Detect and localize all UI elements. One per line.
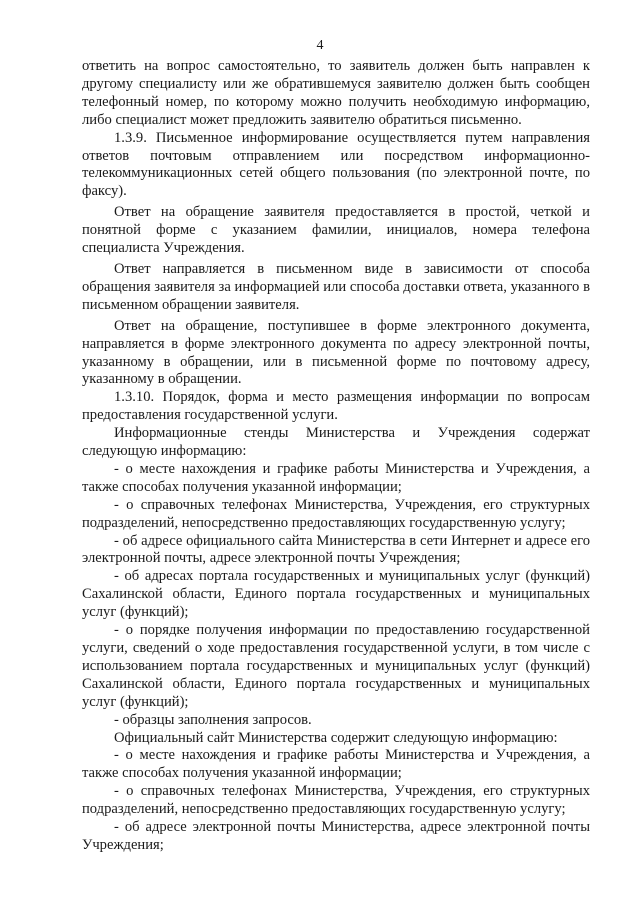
page-number: 4 (316, 38, 324, 53)
paragraph: ответить на вопрос самостоятельно, то заявитель должен быть направлен к другому специалисту или же обратившемуся заявителю должен быть сообщен телефонный номер, по которому можно получить необходимую информацию, либо специалист может предложить заявителю обратиться письменно. (82, 58, 590, 128)
paragraph: 1.3.9. Письменное информирование осуществляется путем направления ответов почтовым отправлением или посредством информационно-телекоммуникационных сетей общего пользования (по электронной почте, по факсу). (82, 129, 590, 200)
document-body (82, 58, 590, 855)
list-item: - о справочных телефонах Министерства, Учреждения, его структурных подразделений, непосредственно предоставляющих государственную услугу; (82, 496, 590, 531)
paragraph: Официальный сайт Министерства содержит следующую информацию: (114, 729, 558, 746)
paragraph: Ответ на обращение, поступившее в форме электронного документа, направляется в форме электронного документа по адресу электронной почты, указанному в обращении, или в письменной форме по почтовому адресу, указанному в обращении. (82, 317, 590, 388)
list-item: - об адресе электронной почты Министерства, адресе электронной почты Учреждения; (82, 819, 590, 853)
list-item: - о месте нахождения и графике работы Министерства и Учреждения, а также способах получения указанной информации; (82, 460, 590, 495)
paragraph: Ответ на обращение заявителя предоставляется в простой, четкой и понятной форме с указанием фамилии, инициалов, номера телефона специалиста Учреждения. (82, 204, 590, 257)
list-item: - образцы заполнения запросов. (114, 711, 312, 728)
list-item: - о порядке получения информации по предоставлению государственной услуги, сведений о ходе предоставления государственной услуги, в том числе с использованием портала государственных и муниципальных услуг (функций) Сахалинской области, Единого портала государственных и муниципальных услуг (функций); (82, 622, 590, 710)
list-item: - об адресе официального сайта Министерства в сети Интернет и адресе его электронной почты, адресе электронной почты Учреждения; (82, 532, 590, 567)
paragraph: Ответ направляется в письменном виде в зависимости от способа обращения заявителя за информацией или способа доставки ответа, указанного в письменном обращении заявителя. (82, 260, 590, 313)
list-item: - о справочных телефонах Министерства, Учреждения, его структурных подразделений, непосредственно предоставляющих государственную услугу; (82, 783, 590, 818)
paragraph: 1.3.10. Порядок, форма и место размещения информации по вопросам предоставления государственной услуги. (82, 389, 590, 424)
list-item: - о месте нахождения и графике работы Министерства и Учреждения, а также способах получения указанной информации; (82, 747, 590, 782)
paragraph: Информационные стенды Министерства и Учреждения содержат следующую информацию: (82, 425, 590, 460)
list-item: - об адресах портала государственных и муниципальных услуг (функций) Сахалинской области, Единого портала государственных и муниципальных услуг (функций); (82, 568, 590, 621)
